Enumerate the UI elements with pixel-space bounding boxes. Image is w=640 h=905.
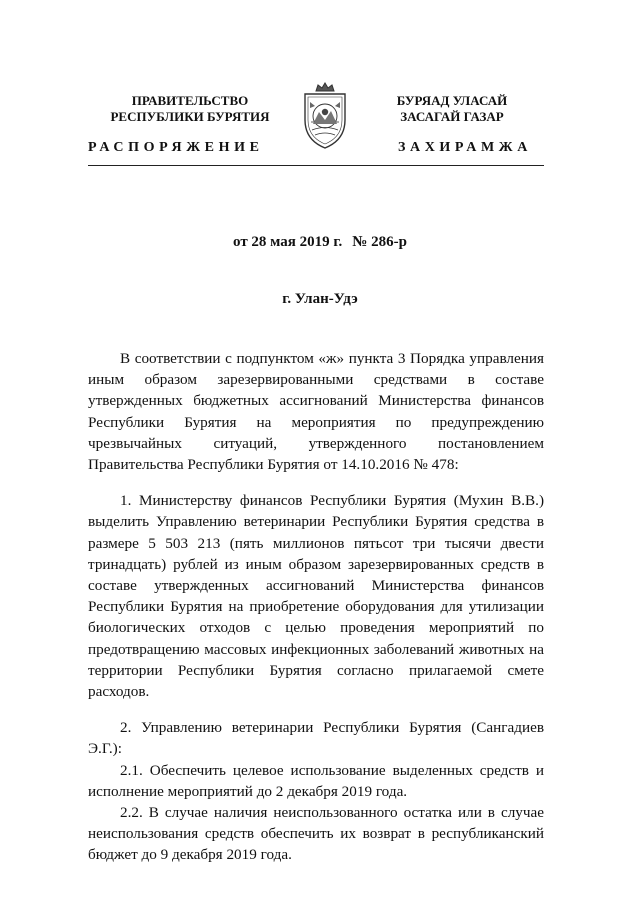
issuer-buryat-line-1: БУРЯАД УЛАСАЙ bbox=[396, 93, 508, 108]
issuer-buryat-line-2: ЗАСАГАЙ ГАЗАР bbox=[400, 109, 504, 124]
document-number: № 286-р bbox=[352, 234, 407, 250]
document-body bbox=[88, 348, 544, 866]
item-1-paragraph: 1. Министерству финансов Республики Бурятия (Мухин В.В.) выделить Управлению ветеринарии Республики Бурятия средства в размере 5 503 213 (пять миллионов пятьсот три тысячи двести тринадцать) рублей из иным образом зарезервированных средств в составе утвержденных ассигнований Министерства финансов Республики Бурятия на приобретение оборудования для утилизации биологических отходов с целью проведения мероприятий по предотвращению массовых инфекционных заболеваний животных на территории Республики Бурятия согласно прилагаемой смете расходов. bbox=[88, 492, 544, 701]
document-type-russian: РАСПОРЯЖЕНИЕ bbox=[88, 140, 264, 155]
item-2-2-paragraph: 2.2. В случае наличия неиспользованного остатка или в случае неиспользования средств обеспечить их возврат в республиканский бюджет до 9 декабря 2019 года. bbox=[88, 804, 544, 864]
document-city: г. Улан-Удэ bbox=[282, 291, 358, 307]
document-date: от 28 мая 2019 г. bbox=[233, 234, 343, 250]
document-type-buryat: ЗАХИРАМЖА bbox=[398, 140, 532, 155]
document-date-number bbox=[0, 234, 640, 251]
header-divider bbox=[88, 165, 544, 166]
issuer-line-2: РЕСПУБЛИКИ БУРЯТИЯ bbox=[110, 109, 270, 124]
issuer-line-1: ПРАВИТЕЛЬСТВО bbox=[131, 93, 249, 108]
intro-paragraph: В соответствии с подпунктом «ж» пункта 3 Порядка управления иным образом зарезервированными средствами в составе утвержденных бюджетных ассигнований Министерства финансов Республики Бурятия на мероприятия по предупреждению чрезвычайных ситуаций, утвержденного постановлением Правительства Республики Бурятия от 14.10.2016 № 478: bbox=[88, 350, 544, 474]
coat-of-arms-icon bbox=[299, 78, 351, 152]
item-2-1-paragraph: 2.1. Обеспечить целевое использование выделенных средств и исполнение мероприятий до 2 декабря 2019 года. bbox=[88, 761, 544, 800]
issuer-title-buryat bbox=[372, 93, 532, 125]
item-2-paragraph: 2. Управлению ветеринарии Республики Бурятия (Сангадиев Э.Г.): bbox=[88, 719, 544, 758]
issuer-title-russian bbox=[100, 93, 280, 125]
